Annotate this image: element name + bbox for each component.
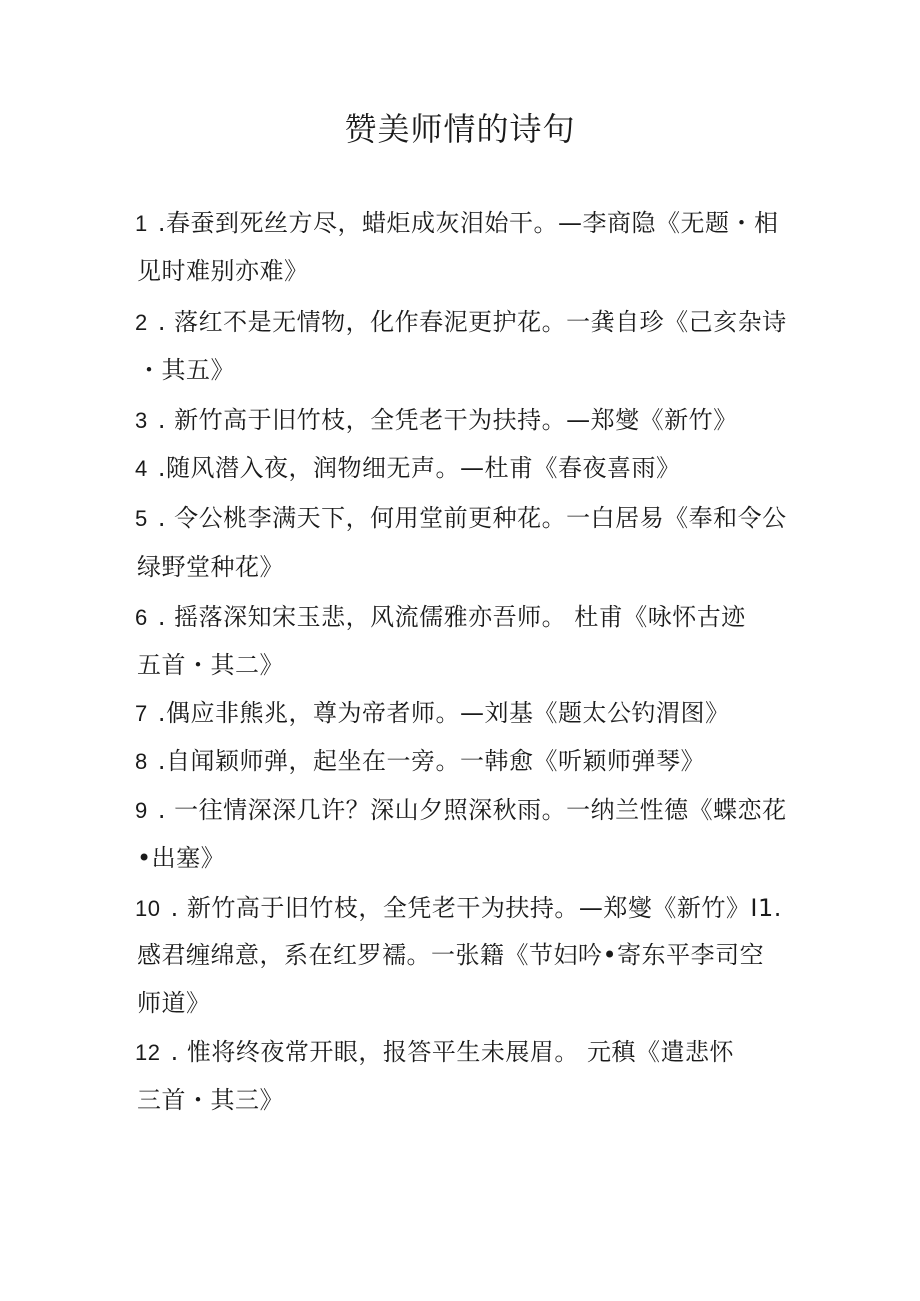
line-text: 感君缠绵意，系在红罗襦。一张籍《节妇吟•寄东平李司空 [137, 941, 765, 969]
poem-line-10 [135, 884, 795, 932]
poem-line-4 [135, 444, 795, 492]
poem-line-11-cont [135, 979, 795, 1027]
line-number: 10 [135, 896, 161, 921]
page-title: 赞美师情的诗句 [344, 110, 576, 148]
line-text: . 惟将终夜常开眼，报答平生未展眉。 元稹《遣悲怀 [162, 1038, 734, 1066]
line-text: . 令公桃李满天下，何用堂前更种花。一白居易《奉和令公 [149, 504, 787, 532]
line-text: 师道》 [137, 989, 211, 1017]
line-text: . 新竹高于旧竹枝，全凭老干为扶持。—郑燮《新竹》 [149, 406, 738, 434]
line-number: 9 [135, 798, 148, 823]
poem-line-5-cont [135, 543, 795, 591]
poem-line-12-cont [135, 1076, 795, 1124]
line-text: 三首・其三》 [137, 1086, 284, 1114]
line-text: 见时难别亦难》 [137, 257, 309, 285]
line-text: . 摇落深知宋玉悲，风流儒雅亦吾师。 杜甫《咏怀古迹 [149, 603, 746, 631]
line-number: 3 [135, 408, 148, 433]
line-number: 4 [135, 456, 148, 481]
poem-line-9 [135, 786, 795, 834]
line-number: 5 [135, 506, 148, 531]
line-text: . 新竹高于旧竹枝，全凭老干为扶持。—郑燮《新竹》I1. [162, 894, 782, 922]
line-text: .自闻颖师弹，起坐在一旁。一韩愈《听颖师弹琴》 [149, 747, 706, 775]
line-number: 12 [135, 1040, 161, 1065]
poem-line-2-cont [135, 346, 795, 394]
line-text: .偶应非熊兆，尊为帝者师。—刘基《题太公钓渭图》 [149, 699, 730, 727]
line-text: .春蚕到死丝方尽，蜡炬成灰泪始干。—李商隐《无题・相 [149, 209, 779, 237]
line-text: 绿野堂种花》 [137, 553, 284, 581]
poem-line-1-cont [135, 247, 795, 295]
line-number: 6 [135, 605, 148, 630]
line-text: .随风潜入夜，润物细无声。—杜甫《春夜喜雨》 [149, 454, 681, 482]
line-number: 1 [135, 211, 148, 236]
poem-line-9-cont [135, 834, 795, 882]
poem-line-7 [135, 689, 795, 737]
poem-line-6 [135, 593, 795, 641]
poem-line-3 [135, 396, 795, 444]
line-text: ・其五》 [137, 356, 235, 384]
poem-line-2 [135, 298, 795, 346]
line-text: •出塞》 [137, 844, 226, 872]
poem-line-1 [135, 199, 795, 247]
poem-line-6-cont [135, 641, 795, 689]
poem-line-11 [135, 931, 795, 979]
line-text: 五首・其二》 [137, 651, 284, 679]
line-number: 8 [135, 749, 148, 774]
poem-line-8 [135, 737, 795, 785]
poem-line-12 [135, 1028, 795, 1076]
line-number: 2 [135, 310, 148, 335]
line-number: 7 [135, 701, 148, 726]
poem-line-5 [135, 494, 795, 542]
line-text: . 一往情深深几许？深山夕照深秋雨。一纳兰性德《蝶恋花 [149, 796, 787, 824]
line-text: . 落红不是无情物，化作春泥更护花。一龚自珍《己亥杂诗 [149, 308, 787, 336]
